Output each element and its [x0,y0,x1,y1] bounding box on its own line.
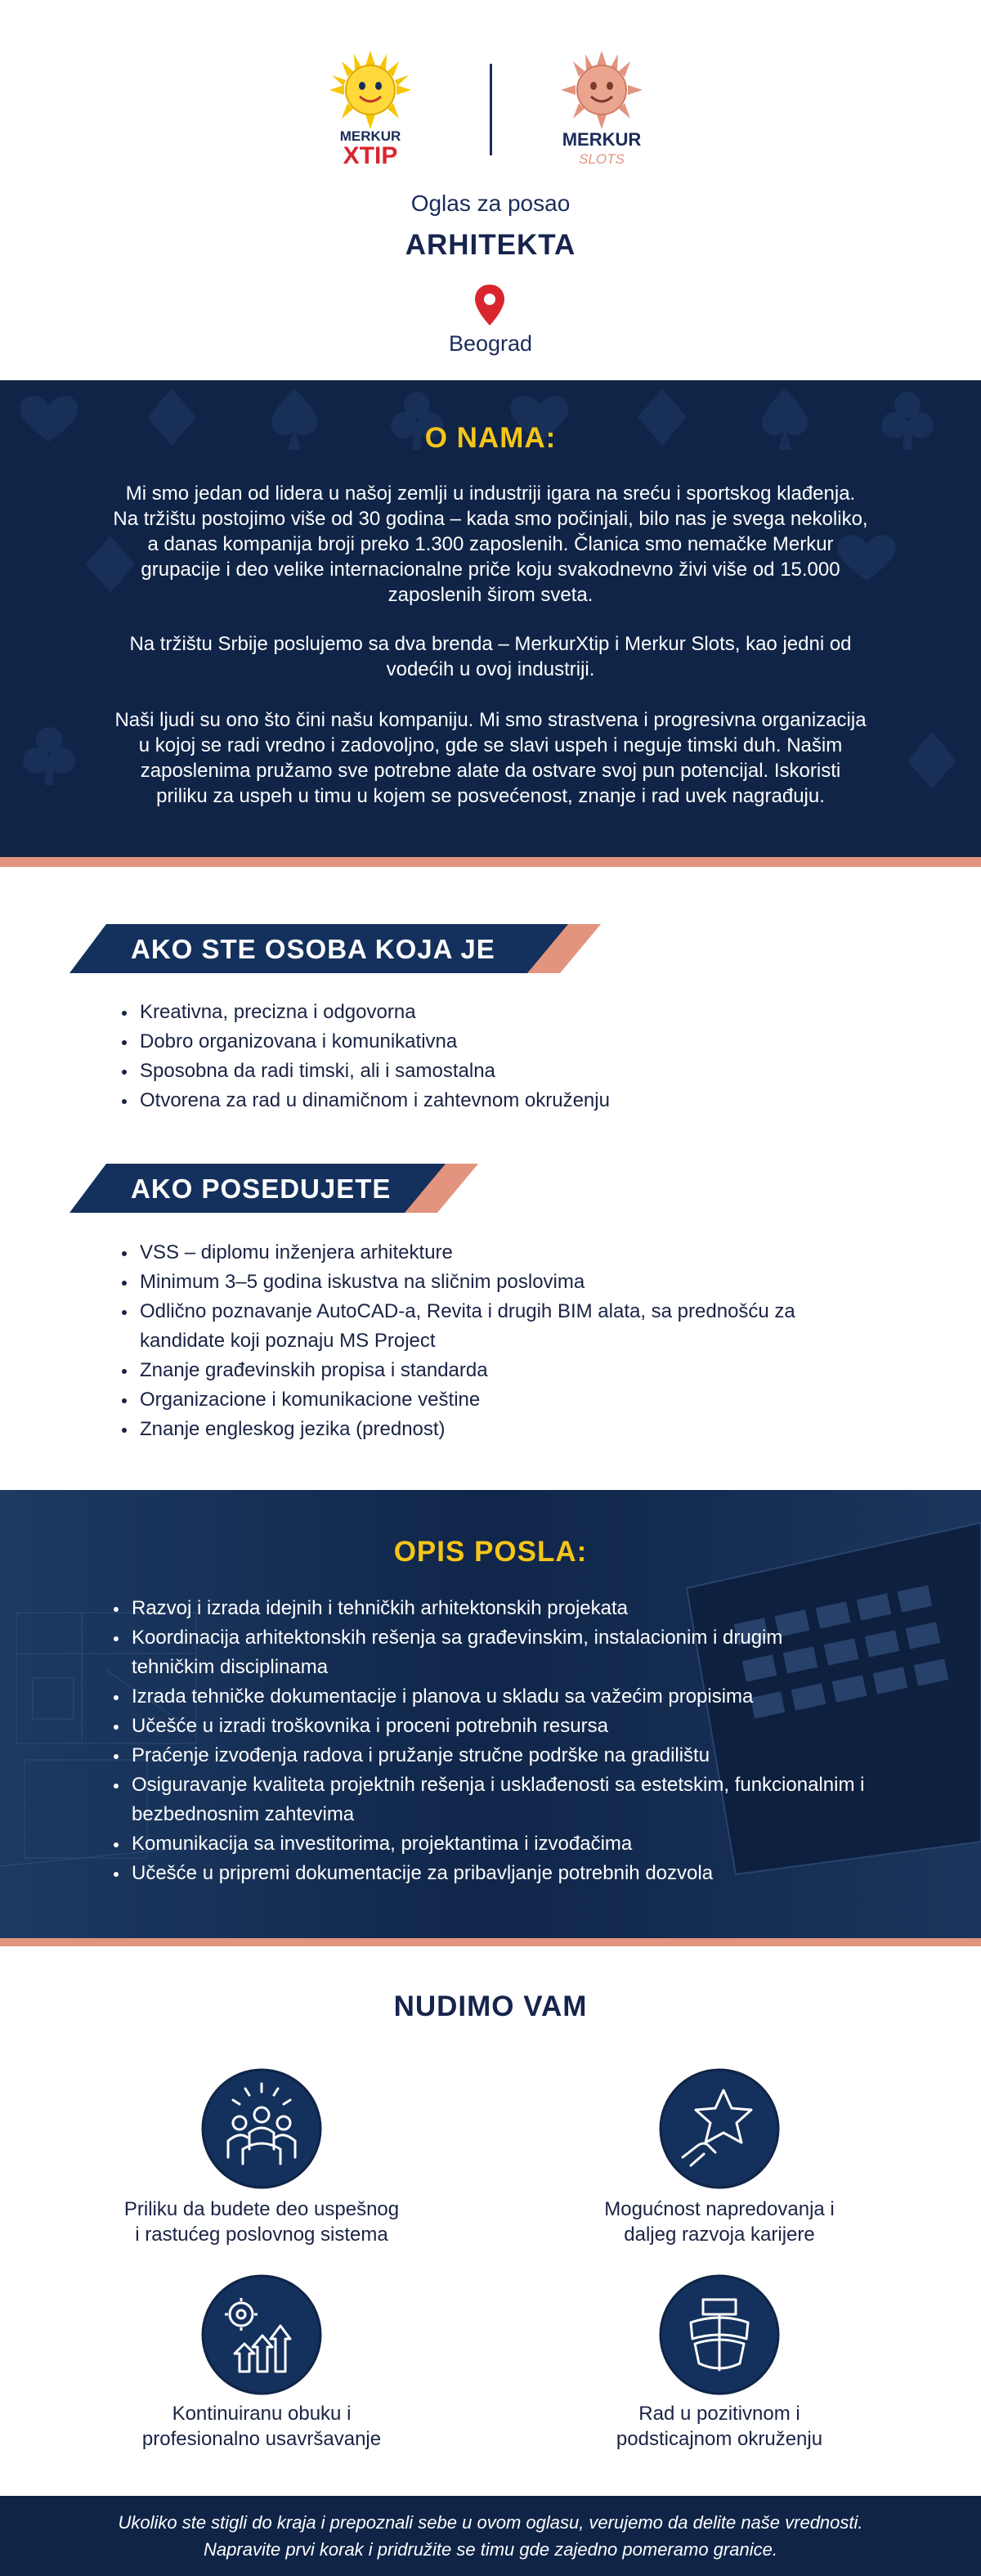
text-line: zaposlenima pružamo sve potrebne alate da ostvare svoj pun potencijal. Iskoristi [140,760,841,782]
list-item: Osiguravanje kvaliteta projektnih rešenja i usklađenosti sa estetskim, funkcionalnim i bezbednosnim zahtevima [110,1770,871,1829]
text-line: podsticajnom okruženju [616,2428,823,2450]
xtip-top-text: MERKUR [339,128,401,144]
benefit-text [548,2401,891,2452]
benefit-text [90,2197,433,2247]
list-item: Odlično poznavanje AutoCAD-a, Revita i drugih BIM alata, sa prednošću za kandidate koji poznaju MS Project [119,1297,871,1356]
star-hand-icon [658,2067,781,2190]
list-item: Organizacione i komunikacione veštine [119,1385,871,1415]
text-line: Priliku da budete deo uspešnog [123,2198,400,2220]
merkur-slots-logo [553,49,651,172]
offer-heading: NUDIMO VAM [393,1990,588,2022]
list-item: Izrada tehničke dokumentacije i planova u skladu sa važećim propisima [110,1682,871,1712]
text-line: vodećih u ovoj industriji. [386,658,595,680]
text-line: Na tržištu Srbije poslujemo sa dva brenda – MerkurXtip i Merkur Slots, kao jedni od [129,633,852,655]
list-item: Razvoj i izrada idejnih i tehničkih arhitektonskih projekata [110,1594,871,1623]
list-item: VSS – diplomu inženjera arhitekture [119,1238,871,1268]
person-banner [69,924,601,973]
text-line: Kontinuiranu obuku i [172,2403,352,2425]
text-line: grupacije i deo velike internacionalne priče koju svakodnevno živi više od 15.000 [141,559,840,581]
text-line: u kojoj se radi vredno i zadovoljno, gde se slavi uspeh i neguje timski duh. Našim [138,734,843,756]
city-label: Beograd [448,331,533,356]
accent-stripe [0,857,981,867]
accent-stripe [0,1938,981,1946]
hands-together-icon [658,2273,781,2396]
gear-arrows-icon [200,2273,323,2396]
qualifications-banner [69,1164,478,1213]
footer-line-2: Napravite prvi korak i pridružite se timu gde zajedno pomeramo granice. [204,2539,777,2560]
text-line: a danas kompanija broji preko 1.300 zaposlenih. Članica smo nemačke Merkur [147,533,834,555]
logo-divider [490,64,492,155]
text-line: i rastućeg poslovnog sistema [135,2224,388,2246]
benefit-text [548,2197,891,2247]
list-item: Učešće u izradi troškovnika i proceni potrebnih resursa [110,1712,871,1741]
sun-icon [329,51,411,129]
about-paragraph-2 [69,631,912,682]
text-line: Rad u pozitivnom i [638,2403,800,2425]
list-item: Koordinacija arhitektonskih rešenja sa građevinskim, instalacionim i drugim tehničkim disciplinama [110,1623,871,1682]
text-line: priliku za uspeh u timu u kojem se posvećenost, znanje i rad uvek nagrađuju. [156,785,825,807]
about-paragraph-1 [69,481,912,608]
about-heading: O NAMA: [424,422,557,454]
job-heading: OPIS POSLA: [393,1536,588,1568]
slots-bottom-text: SLOTS [579,151,625,167]
header [0,0,981,380]
list-item: Znanje građevinskih propisa i standarda [119,1356,871,1385]
about-section [0,380,981,859]
team-people-icon [200,2067,323,2190]
list-item: Učešće u pripremi dokumentacije za pribavljanje potrebnih dozvola [110,1859,871,1888]
list-item: Dobro organizovana i komunikativna [119,1027,903,1057]
text-line: profesionalno usavršavanje [141,2428,382,2450]
person-list [119,998,903,1115]
benefit-text [90,2401,433,2452]
list-item: Znanje engleskog jezika (prednost) [119,1415,871,1444]
job-title: ARHITEKTA [405,229,576,261]
text-line: daljeg razvoja karijere [624,2224,815,2246]
location-pin-icon [473,283,507,327]
list-item: Praćenje izvođenja radova i pružanje stručne podrške na gradilištu [110,1741,871,1770]
merkur-xtip-logo [325,49,415,172]
list-item: Kreativna, precizna i odgovorna [119,998,903,1027]
text-line: Mogućnost napredovanja i [604,2198,835,2220]
list-item: Otvorena za rad u dinamičnom i zahtevnom okruženju [119,1086,903,1115]
job-description-section [0,1490,981,1940]
text-line: Na tržištu postojimo više od 30 godina – kada smo počinjali, bilo nas je svega nekoliko, [113,508,868,530]
footer [0,2496,981,2576]
list-item: Minimum 3–5 godina iskustva na sličnim poslovima [119,1268,871,1297]
job-list [110,1594,871,1888]
list-item: Sposobna da radi timski, ali i samostalna [119,1057,903,1086]
qualifications-list [119,1238,871,1444]
slots-top-text: MERKUR [562,129,642,150]
qualifications-heading: AKO POSEDUJETE [131,1174,392,1204]
about-paragraph-3 [69,707,912,809]
person-heading: AKO STE OSOBA KOJA JE [131,934,495,964]
text-line: zaposlenih širom sveta. [387,584,594,606]
list-item: Komunikacija sa investitorima, projektantima i izvođačima [110,1829,871,1859]
text-line: Mi smo jedan od lidera u našoj zemlji u industriji igara na sreću i sportskog klađenja. [125,482,856,505]
job-label: Oglas za posao [410,191,571,216]
sun-icon [561,51,643,129]
footer-line-1: Ukoliko ste stigli do kraja i prepoznali sebe u ovom oglasu, verujemo da delite naše vrednosti. [118,2512,863,2533]
xtip-bottom-text: XTIP [343,142,398,169]
text-line: Naši ljudi su ono što čini našu kompaniju. Mi smo strastvena i progresivna organizacija [114,709,867,731]
